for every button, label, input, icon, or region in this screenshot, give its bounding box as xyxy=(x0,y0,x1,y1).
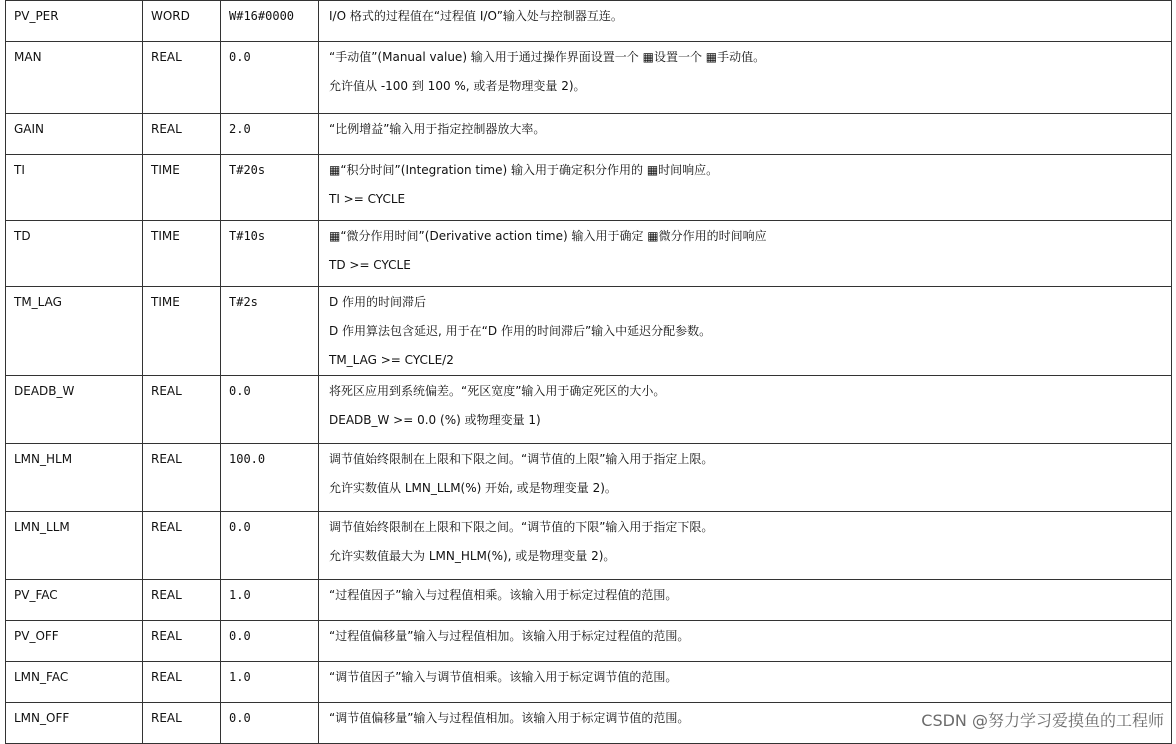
param-default: 0.0 xyxy=(221,42,319,114)
param-description xyxy=(319,114,1172,155)
table-row xyxy=(6,444,1172,512)
param-type: REAL xyxy=(143,703,221,744)
param-default: 0.0 xyxy=(221,621,319,662)
param-description xyxy=(319,621,1172,662)
desc-line: “调节值因子”输入与调节值相乘。该输入用于标定调节值的范围。 xyxy=(329,670,678,684)
param-name: PV_PER xyxy=(6,1,143,42)
param-name: PV_OFF xyxy=(6,621,143,662)
param-default: 0.0 xyxy=(221,703,319,744)
param-default: T#20s xyxy=(221,155,319,221)
desc-line: TM_LAG >= CYCLE/2 xyxy=(329,353,454,367)
param-type: REAL xyxy=(143,42,221,114)
parameter-table xyxy=(5,0,1172,744)
param-description xyxy=(319,444,1172,512)
desc-line: “过程值因子”输入与过程值相乘。该输入用于标定过程值的范围。 xyxy=(329,588,678,602)
desc-line: 调节值始终限制在上限和下限之间。“调节值的下限”输入用于指定下限。 xyxy=(329,520,714,534)
param-description xyxy=(319,580,1172,621)
desc-line: 允许值从 -100 到 100 %, 或者是物理变量 2)。 xyxy=(329,79,586,93)
param-type: TIME xyxy=(143,221,221,287)
table-row xyxy=(6,1,1172,42)
param-name: LMN_FAC xyxy=(6,662,143,703)
desc-line: “比例增益”输入用于指定控制器放大率。 xyxy=(329,122,546,136)
table-row xyxy=(6,376,1172,444)
table-row xyxy=(6,512,1172,580)
param-default: 1.0 xyxy=(221,662,319,703)
param-default: W#16#0000 xyxy=(221,1,319,42)
param-type: REAL xyxy=(143,662,221,703)
param-name: LMN_LLM xyxy=(6,512,143,580)
param-description xyxy=(319,662,1172,703)
table-row xyxy=(6,287,1172,376)
param-description xyxy=(319,42,1172,114)
param-type: REAL xyxy=(143,621,221,662)
desc-line: TI >= CYCLE xyxy=(329,192,406,206)
desc-line: 调节值始终限制在上限和下限之间。“调节值的上限”输入用于指定上限。 xyxy=(329,452,714,466)
param-default: 0.0 xyxy=(221,512,319,580)
table-row xyxy=(6,42,1172,114)
csdn-watermark: CSDN @努力学习爱摸鱼的工程师 xyxy=(921,711,1164,730)
param-description xyxy=(319,512,1172,580)
desc-line: “手动值”(Manual value) 输入用于通过操作界面设置一个 ▦设置一个 ▦手动值。 xyxy=(329,50,766,64)
param-default: 1.0 xyxy=(221,580,319,621)
desc-line: 允许实数值最大为 LMN_HLM(%), 或是物理变量 2)。 xyxy=(329,549,616,563)
param-name: TD xyxy=(6,221,143,287)
desc-line: DEADB_W >= 0.0 (%) 或物理变量 1) xyxy=(329,413,541,427)
param-type: REAL xyxy=(143,444,221,512)
param-name: MAN xyxy=(6,42,143,114)
desc-line: 将死区应用到系统偏差。“死区宽度”输入用于确定死区的大小。 xyxy=(329,384,666,398)
param-description xyxy=(319,155,1172,221)
table-row xyxy=(6,580,1172,621)
desc-line: D 作用算法包含延迟, 用于在“D 作用的时间滞后”输入中延迟分配参数。 xyxy=(329,324,712,338)
param-type: REAL xyxy=(143,580,221,621)
param-default: 2.0 xyxy=(221,114,319,155)
param-default: 0.0 xyxy=(221,376,319,444)
param-description xyxy=(319,1,1172,42)
param-name: DEADB_W xyxy=(6,376,143,444)
param-default: T#2s xyxy=(221,287,319,376)
param-name: LMN_HLM xyxy=(6,444,143,512)
desc-line: ▦“微分作用时间”(Derivative action time) 输入用于确定 ▦微分作用的时间响应 xyxy=(329,229,767,243)
param-name: LMN_OFF xyxy=(6,703,143,744)
table-row xyxy=(6,155,1172,221)
param-name: PV_FAC xyxy=(6,580,143,621)
table-row xyxy=(6,221,1172,287)
param-type: WORD xyxy=(143,1,221,42)
table-row xyxy=(6,662,1172,703)
param-description xyxy=(319,287,1172,376)
param-default: T#10s xyxy=(221,221,319,287)
desc-line: D 作用的时间滞后 xyxy=(329,295,427,309)
table-row xyxy=(6,114,1172,155)
desc-line: 允许实数值从 LMN_LLM(%) 开始, 或是物理变量 2)。 xyxy=(329,481,617,495)
param-type: REAL xyxy=(143,376,221,444)
param-type: TIME xyxy=(143,287,221,376)
parameter-table-container xyxy=(5,0,1171,744)
table-row xyxy=(6,621,1172,662)
param-name: GAIN xyxy=(6,114,143,155)
desc-line: TD >= CYCLE xyxy=(329,258,411,272)
desc-line: “调节值偏移量”输入与过程值相加。该输入用于标定调节值的范围。 xyxy=(329,711,690,725)
parameter-table-body xyxy=(6,1,1172,744)
desc-line: I/O 格式的过程值在“过程值 I/O”输入处与控制器互连。 xyxy=(329,9,623,23)
param-description xyxy=(319,376,1172,444)
desc-line: “过程值偏移量”输入与过程值相加。该输入用于标定过程值的范围。 xyxy=(329,629,690,643)
param-type: REAL xyxy=(143,114,221,155)
param-default: 100.0 xyxy=(221,444,319,512)
param-name: TM_LAG xyxy=(6,287,143,376)
param-description xyxy=(319,221,1172,287)
desc-line: ▦“积分时间”(Integration time) 输入用于确定积分作用的 ▦时间响应。 xyxy=(329,163,719,177)
param-type: REAL xyxy=(143,512,221,580)
param-name: TI xyxy=(6,155,143,221)
param-type: TIME xyxy=(143,155,221,221)
